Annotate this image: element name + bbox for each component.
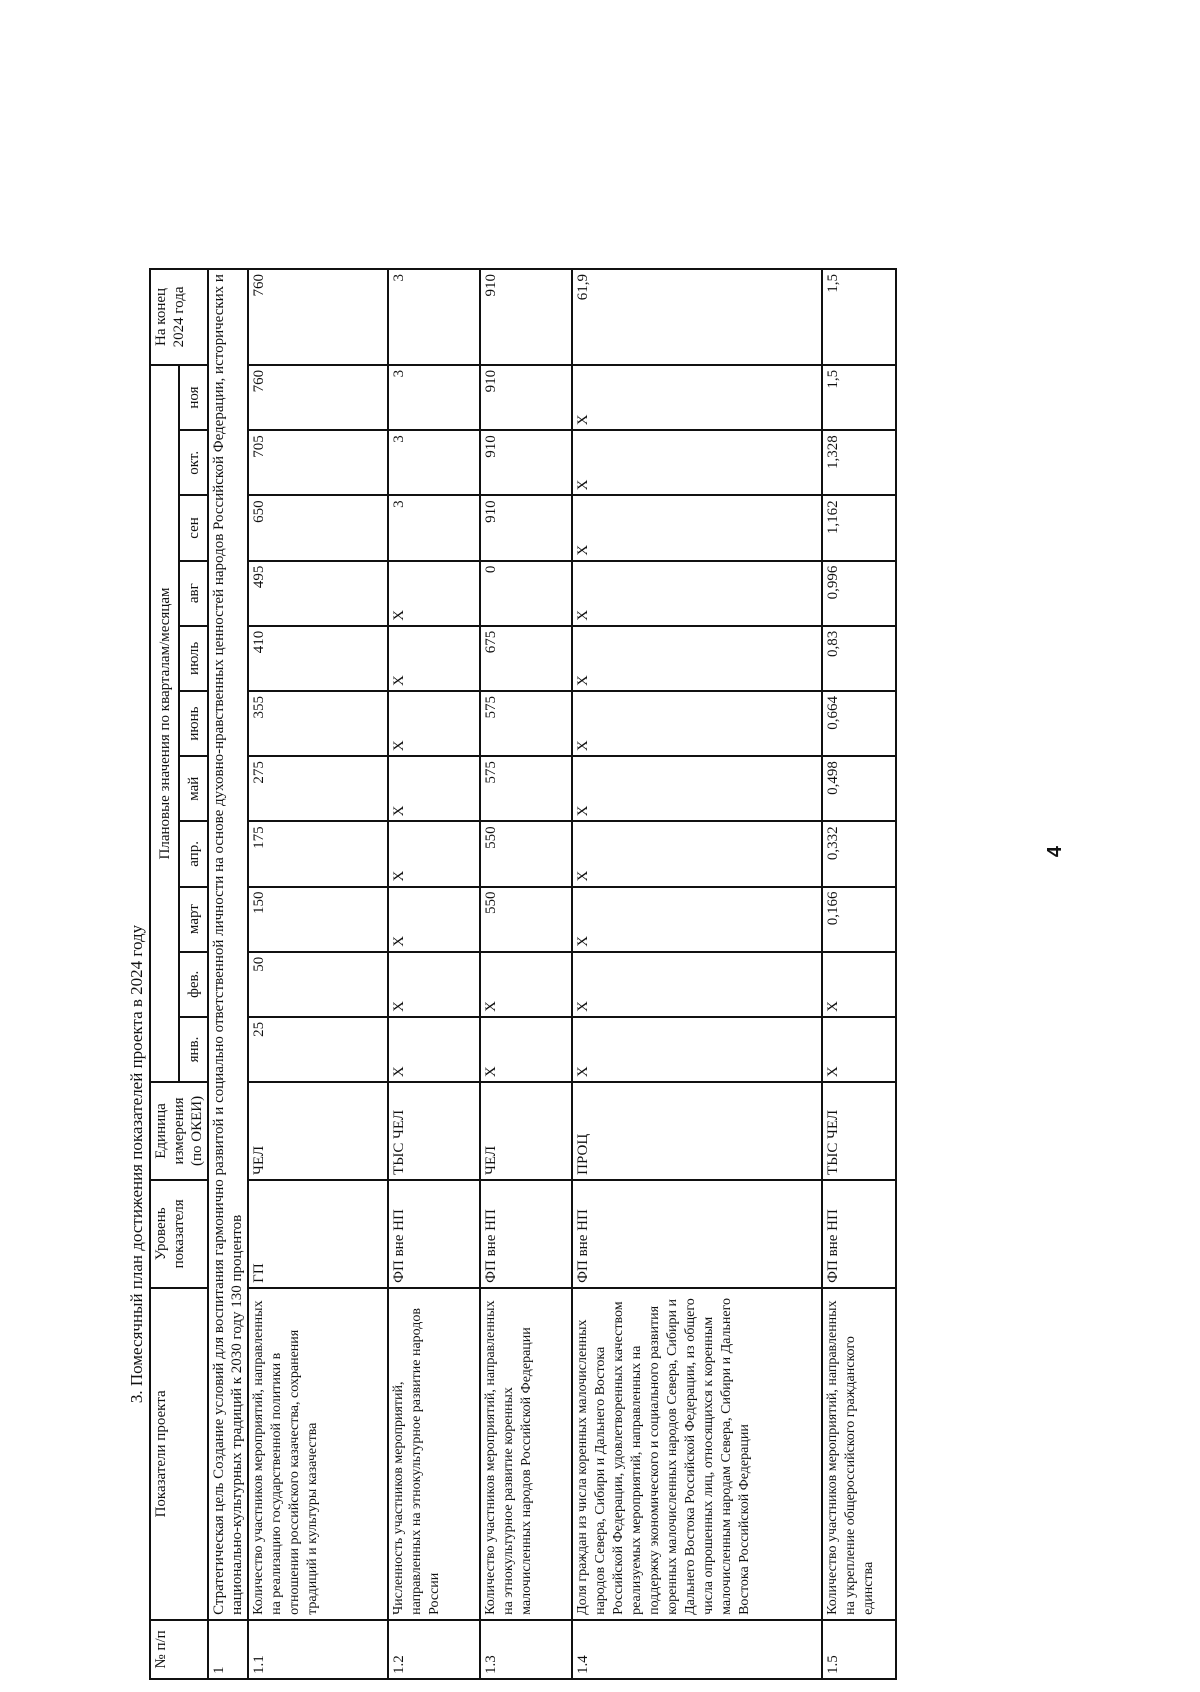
header-month: сен (179, 495, 208, 560)
row-month-value: X (572, 1017, 822, 1082)
row-end-value: 3 (388, 269, 480, 365)
row-month-value: X (572, 561, 822, 626)
row-end-value: 760 (248, 269, 388, 365)
header-month: апр. (179, 821, 208, 886)
row-num: 1.4 (572, 1620, 822, 1679)
row-month-value: 910 (480, 495, 572, 560)
header-month: авг (179, 561, 208, 626)
row-num: 1.5 (822, 1620, 896, 1679)
row-month-value: 1,328 (822, 430, 896, 495)
row-indicator: Количество участников мероприятий, направленных на укрепление общероссийского гражданского единства (822, 1288, 896, 1620)
section-title: 3. Помесячный план достижения показателей проекта в 2024 году (127, 924, 146, 1404)
row-month-value: X (572, 887, 822, 952)
row-month-value: 50 (248, 952, 388, 1017)
header-end-year: На конец 2024 года (150, 269, 208, 365)
row-month-value: 575 (480, 756, 572, 821)
table-row (572, 269, 822, 1679)
row-month-value: 1,162 (822, 495, 896, 560)
row-month-value: 550 (480, 887, 572, 952)
row-month-value: 175 (248, 821, 388, 886)
goal-num: 1 (208, 1620, 248, 1679)
row-unit: ЧЕЛ (480, 1082, 572, 1180)
page-number: 4 (1044, 845, 1067, 858)
row-month-value: 650 (248, 495, 388, 560)
row-num: 1.1 (248, 1620, 388, 1679)
row-month-value: 910 (480, 430, 572, 495)
header-month: май (179, 756, 208, 821)
row-month-value: X (822, 1017, 896, 1082)
row-month-value: X (572, 430, 822, 495)
row-month-value: X (388, 756, 480, 821)
row-month-value: X (572, 821, 822, 886)
row-month-value: X (388, 691, 480, 756)
header-month: янв. (179, 1017, 208, 1082)
row-month-value: 550 (480, 821, 572, 886)
row-month-value: 0,664 (822, 691, 896, 756)
header-planned: Плановые значения по кварталам/месяцам (150, 365, 179, 1082)
row-month-value: X (480, 952, 572, 1017)
row-month-value: 410 (248, 626, 388, 691)
header-month: июнь (179, 691, 208, 756)
header-num: № п/п (150, 1620, 208, 1679)
row-unit: ЧЕЛ (248, 1082, 388, 1180)
row-indicator: Количество участников мероприятий, направленных на этнокультурное развитие коренных малочисленных народов Российской Федерации (480, 1288, 572, 1620)
header-month: фев. (179, 952, 208, 1017)
row-month-value: X (572, 756, 822, 821)
row-month-value: 3 (388, 365, 480, 430)
row-month-value: 355 (248, 691, 388, 756)
row-end-value: 1,5 (822, 269, 896, 365)
row-month-value: X (480, 1017, 572, 1082)
row-month-value: 1,5 (822, 365, 896, 430)
row-num: 1.2 (388, 1620, 480, 1679)
row-month-value: 705 (248, 430, 388, 495)
row-month-value: 0,83 (822, 626, 896, 691)
row-unit: ТЫС ЧЕЛ (822, 1082, 896, 1180)
table-row (388, 269, 480, 1679)
row-level: ФП вне НП (480, 1180, 572, 1288)
row-indicator: Доля граждан из числа коренных малочисленных народов Севера, Сибири и Дальнего Востока Российской Федерации, удовлетворенных качеством реализуемых мероприятий, направленных на поддержку экономического и социального развития коренных малочисленных народов Севера, Сибири и Дальнего Востока Российской Федерации, из общего числа опрошенных лиц, относящихся к коренным малочисленным народам Севера, Сибири и Дальнего Востока Российской Федерации (572, 1288, 822, 1620)
row-month-value: X (388, 561, 480, 626)
row-month-value: 575 (480, 691, 572, 756)
row-month-value: X (388, 1017, 480, 1082)
row-unit: ТЫС ЧЕЛ (388, 1082, 480, 1180)
row-month-value: X (822, 952, 896, 1017)
row-month-value: 0,996 (822, 561, 896, 626)
table-row (480, 269, 572, 1679)
row-month-value: X (572, 952, 822, 1017)
row-month-value: X (388, 952, 480, 1017)
header-level: Уровень показателя (150, 1180, 208, 1288)
row-month-value: 0,166 (822, 887, 896, 952)
row-month-value: 0,332 (822, 821, 896, 886)
row-month-value: 760 (248, 365, 388, 430)
row-indicator: Количество участников мероприятий, направленных на реализацию государственной политики в отношении российского казачества, сохранения традиций и культуры казачества (248, 1288, 388, 1620)
row-month-value: X (572, 365, 822, 430)
header-unit: Единица измерения (по ОКЕИ) (150, 1082, 208, 1180)
row-month-value: 910 (480, 365, 572, 430)
row-level: ГП (248, 1180, 388, 1288)
row-month-value: X (388, 821, 480, 886)
row-month-value: 275 (248, 756, 388, 821)
row-end-value: 910 (480, 269, 572, 365)
row-end-value: 61,9 (572, 269, 822, 365)
row-level: ФП вне НП (388, 1180, 480, 1288)
row-month-value: X (572, 626, 822, 691)
row-level: ФП вне НП (572, 1180, 822, 1288)
row-month-value: 675 (480, 626, 572, 691)
row-month-value: 25 (248, 1017, 388, 1082)
table-row (248, 269, 388, 1679)
row-month-value: 495 (248, 561, 388, 626)
header-month: ноя (179, 365, 208, 430)
row-unit: ПРОЦ (572, 1082, 822, 1180)
row-month-value: 0 (480, 561, 572, 626)
row-num: 1.3 (480, 1620, 572, 1679)
row-month-value: X (572, 691, 822, 756)
row-month-value: 150 (248, 887, 388, 952)
table-row (822, 269, 896, 1679)
row-month-value: X (388, 626, 480, 691)
goal-row (208, 269, 248, 1679)
rotated-table-page (125, 260, 876, 1680)
header-indicator: Показатели проекта (150, 1288, 208, 1620)
row-level: ФП вне НП (822, 1180, 896, 1288)
row-month-value: 3 (388, 430, 480, 495)
row-month-value: 0,498 (822, 756, 896, 821)
goal-text: Стратегическая цель Создание условий для воспитания гармонично развитой и социально ответственной личности на основе духовно-нравственных ценностей народов Российской Федерации, исторических и национально-культурных традиций к 2030 году 130 процентов (208, 269, 248, 1620)
row-month-value: X (388, 887, 480, 952)
row-indicator: Численность участников мероприятий, направленных на этнокультурное развитие народов России (388, 1288, 480, 1620)
header-month: март (179, 887, 208, 952)
header-month: июль (179, 626, 208, 691)
header-month: окт. (179, 430, 208, 495)
row-month-value: 3 (388, 495, 480, 560)
indicators-table (149, 268, 897, 1680)
row-month-value: X (572, 495, 822, 560)
